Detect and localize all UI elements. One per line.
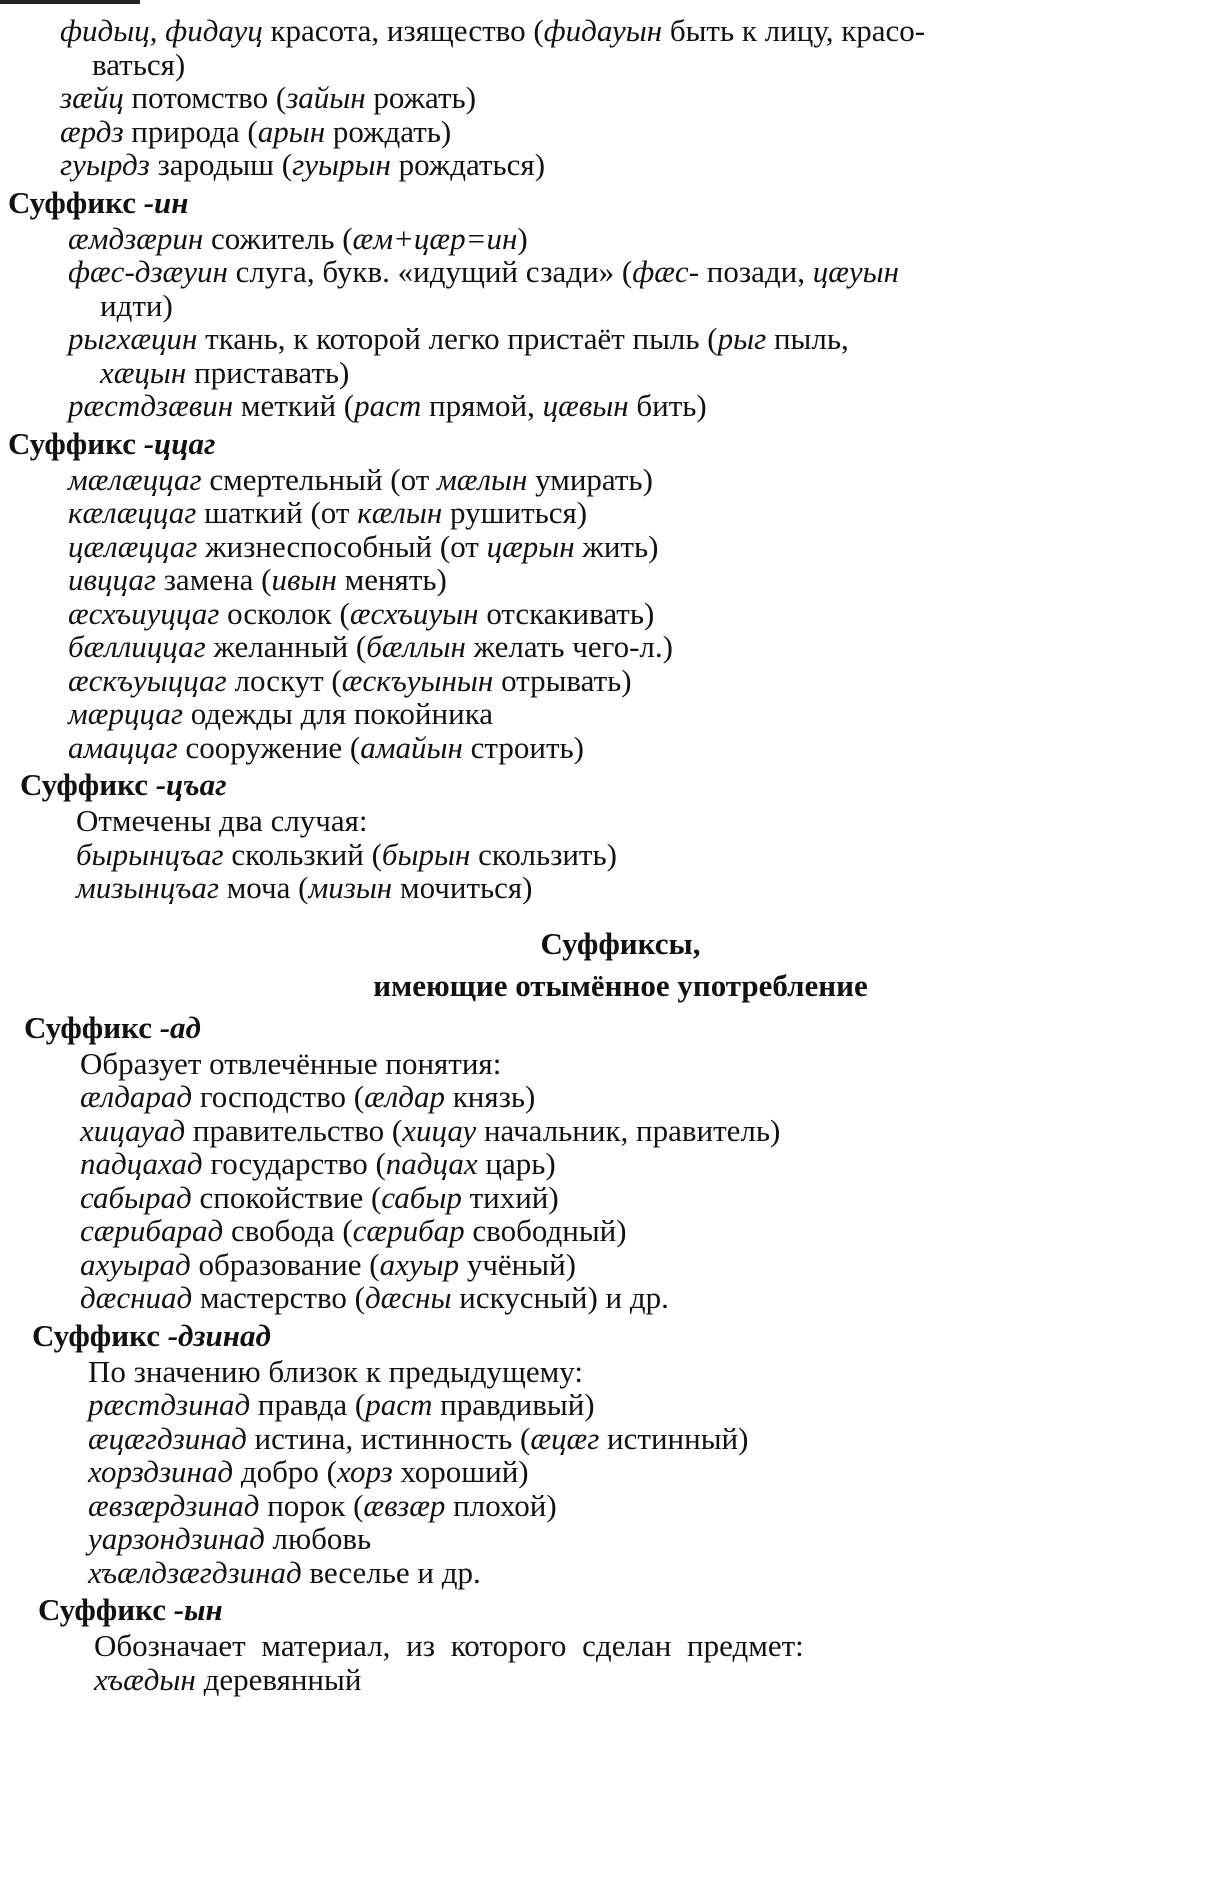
text-span: жизнеспособный (от: [197, 528, 487, 564]
entry: [68, 389, 1193, 423]
headword: цæуын: [812, 254, 900, 289]
text-span: моча (: [218, 870, 309, 905]
headword: цæрын: [486, 528, 575, 564]
text-span: пыль,: [766, 321, 849, 356]
text-span: природа (: [123, 113, 258, 149]
text-span: князь): [444, 1079, 536, 1114]
text-span: Суффикс: [8, 425, 144, 461]
text-span: истина, истинность (: [246, 1420, 531, 1456]
text-span: менять): [336, 562, 447, 597]
entry: [60, 14, 1193, 81]
entry: [80, 1080, 1193, 1114]
entry: [68, 731, 1193, 765]
text-span: смертельный (от: [201, 461, 438, 497]
text-span: образование (: [190, 1246, 380, 1282]
headword: фæс-дзæуин: [68, 254, 228, 289]
headword: æлдар: [364, 1079, 445, 1114]
entry: [88, 1489, 1193, 1523]
headword: æвзæр: [363, 1487, 446, 1523]
text-span: ваться): [92, 46, 186, 82]
entry: [80, 1181, 1193, 1215]
text-span: умирать): [527, 461, 653, 497]
text-span: жить): [574, 528, 659, 564]
entry: [68, 255, 1193, 322]
headword: æсхъиуын: [349, 595, 479, 631]
headword: хорз: [336, 1454, 393, 1489]
entry: [80, 1281, 1193, 1315]
headword: æцæг: [530, 1420, 600, 1456]
headword: æсхъиуццаг: [68, 595, 220, 631]
text-span: позади,: [699, 254, 813, 289]
headword: рæстдзинад: [88, 1387, 251, 1422]
text-span: скользкий (: [223, 836, 382, 872]
text-span: Суффикс: [8, 184, 144, 220]
headword: фидауын: [543, 13, 663, 48]
entry: [80, 1147, 1193, 1181]
headword: арын: [257, 113, 326, 149]
text-span: потомство (: [123, 80, 287, 115]
section-entries: [76, 804, 1193, 905]
headword: хæцын: [100, 354, 187, 390]
entry: [68, 322, 1193, 389]
headword: цæвын: [542, 388, 629, 423]
top-entries: [60, 14, 1193, 182]
headword: фидыц, фидауц: [60, 13, 263, 48]
text-span: скользить): [470, 836, 617, 872]
text-span: осколок (: [219, 595, 350, 631]
text-span: правда (: [250, 1387, 366, 1422]
headword: кæлæццаг: [68, 495, 197, 530]
text-span: свободный): [464, 1213, 627, 1248]
text-span: быть к лицу, красо-: [662, 13, 926, 48]
headword: дæсниад: [80, 1280, 193, 1315]
headword: бырынцъаг: [76, 836, 224, 872]
headword: раст: [365, 1387, 433, 1422]
headword: мæлын: [437, 461, 528, 497]
text-span: господство (: [192, 1079, 365, 1114]
text-span: одежды для покойника: [182, 696, 494, 731]
headword: сабырад: [80, 1179, 192, 1215]
headword: зæйц: [60, 80, 124, 115]
section-entries: [68, 222, 1193, 423]
entry: [68, 222, 1193, 256]
headword: раст: [354, 388, 422, 423]
text-span: меткий (: [233, 388, 355, 423]
text-span: -цъаг: [155, 767, 227, 802]
text-span: рождать): [325, 113, 452, 149]
centered-heading-line1: Суффиксы,: [540, 925, 701, 961]
text-span: царь): [477, 1146, 556, 1181]
text-span: желанный (: [205, 629, 367, 664]
text-span: красота, изящество (: [262, 13, 544, 48]
text-span: плохой): [445, 1487, 557, 1523]
entry: [60, 115, 1193, 149]
section-intro: Отмечены два случая:: [76, 803, 368, 838]
section-heading: [32, 1317, 1193, 1355]
text-span: прямой,: [421, 388, 543, 423]
headword: бæллиццаг: [68, 629, 206, 664]
headword: цæлæццаг: [68, 528, 198, 564]
headword: ахуыр: [379, 1246, 460, 1282]
text-span: тихий): [461, 1179, 559, 1215]
headword: зайын: [286, 80, 366, 115]
section-heading: [8, 425, 1193, 463]
section-entries: [68, 463, 1193, 765]
headword: æскъуынын: [341, 662, 494, 698]
headword: гуырын: [292, 147, 391, 182]
entry: [88, 1388, 1193, 1422]
text-span: мочиться): [392, 870, 533, 905]
headword: æвзæрдзинад: [88, 1487, 260, 1523]
text-span: Суффикс: [24, 1009, 160, 1045]
entry: [68, 664, 1193, 698]
text-span: любовь: [264, 1521, 372, 1556]
headword: падцахад: [80, 1146, 203, 1181]
text-span: приставать): [186, 354, 350, 390]
entry: [80, 1214, 1193, 1248]
headword: хицау: [402, 1112, 477, 1148]
section-intro: Обозначает материал, из которого сделан предмет:: [94, 1628, 804, 1663]
entry: [80, 1114, 1193, 1148]
text-span: истинный): [599, 1420, 749, 1456]
entry: [60, 81, 1193, 115]
text-span: веселье и др.: [301, 1554, 481, 1590]
centered-heading-line2: имеющие отымённое употребление: [373, 967, 868, 1003]
text-span: рождаться): [390, 147, 546, 182]
entry: [68, 697, 1193, 731]
entry: [88, 1522, 1193, 1556]
section-intro: По значению близок к предыдущему:: [88, 1353, 583, 1389]
entry: [88, 1556, 1193, 1590]
text-span: мастерство (: [192, 1280, 365, 1315]
text-span: порок (: [259, 1487, 364, 1523]
text-span: -ццаг: [143, 425, 216, 461]
headword: бырын: [381, 836, 471, 872]
text-span: идти): [100, 287, 173, 323]
entry: [76, 838, 1193, 872]
text-span: строить): [462, 729, 584, 765]
text-span: -ад: [159, 1009, 201, 1045]
text-span: правительство (: [185, 1112, 403, 1148]
text-span: начальник, правитель): [476, 1112, 781, 1148]
entry: [68, 496, 1193, 530]
headword: мизынцъаг: [76, 870, 219, 905]
entry: [80, 1248, 1193, 1282]
text-span: свобода (: [223, 1213, 353, 1248]
entry: [94, 1663, 1193, 1697]
headword: падцах: [385, 1146, 478, 1181]
section-heading: [20, 766, 1193, 804]
text-span: Суффикс: [32, 1317, 168, 1353]
text-span: бить): [628, 388, 707, 423]
headword: мизын: [308, 870, 393, 905]
headword: фæс-: [632, 254, 700, 289]
section-intro: Образует отвлечённые понятия:: [80, 1045, 502, 1081]
headword: уарзондзинад: [88, 1521, 265, 1556]
text-span: слуга, букв. «идущий сзади» (: [227, 254, 633, 289]
headword: сæрибар: [352, 1213, 465, 1248]
text-span: шаткий (от: [196, 495, 358, 530]
headword: гуырдз: [60, 147, 150, 182]
text-span: -дзинад: [167, 1317, 271, 1353]
text-span: правдивый): [432, 1387, 595, 1422]
headword: амаццаг: [68, 729, 178, 765]
headword: ивццаг: [68, 562, 156, 597]
headword: сæрибарад: [80, 1213, 224, 1248]
entry: [68, 530, 1193, 564]
headword: сабыр: [381, 1179, 462, 1215]
entry: [68, 563, 1193, 597]
text-span: -ын: [173, 1592, 223, 1627]
headword: æскъуыццаг: [68, 662, 227, 698]
headword: æлдарад: [80, 1079, 193, 1114]
entry: [88, 1422, 1193, 1456]
text-span: Суффикс: [20, 767, 156, 802]
headword: хъæлдзæгдзинад: [88, 1554, 302, 1590]
text-span: лоскут (: [226, 662, 342, 698]
headword: дæсны: [364, 1280, 452, 1315]
headword: мæлæццаг: [68, 461, 202, 497]
entry: [68, 463, 1193, 497]
text-span: отрывать): [493, 662, 632, 698]
section-entries: [80, 1047, 1193, 1315]
text-span: рожать): [365, 80, 477, 115]
headword: æмдзæрин: [68, 220, 204, 256]
headword: хорздзинад: [88, 1454, 234, 1489]
text-span: -ин: [143, 184, 189, 220]
text-span: деревянный: [195, 1661, 362, 1697]
text-span: сожитель (: [203, 220, 353, 256]
headword: ахуырад: [80, 1246, 191, 1282]
headword: хъæдын: [94, 1661, 196, 1697]
text-span: зародыш (: [149, 147, 293, 182]
headword: æцæгдзинад: [88, 1420, 247, 1456]
text-span: ткань, к которой легко пристаёт пыль (: [197, 321, 718, 356]
text-span: Суффикс: [38, 1592, 174, 1627]
section-heading: [24, 1009, 1193, 1047]
section-heading: [38, 1591, 1193, 1629]
headword: рæстдзæвин: [68, 388, 234, 423]
entry: [60, 148, 1193, 182]
headword: рыг: [717, 321, 767, 356]
headword: хицауад: [80, 1112, 186, 1148]
text-span: учёный): [459, 1246, 577, 1282]
headword: бæллын: [366, 629, 466, 664]
text-span: сооружение (: [177, 729, 361, 765]
text-span: отскакивать): [478, 595, 655, 631]
text-span: замена (: [155, 562, 272, 597]
text-span: хороший): [392, 1454, 529, 1489]
headword: æм+цæр=ин: [352, 220, 518, 256]
section-heading: [8, 184, 1193, 222]
entry: [88, 1455, 1193, 1489]
headword: мæрццаг: [68, 696, 183, 731]
text-span: искусный) и др.: [451, 1280, 669, 1315]
headword: æрдз: [60, 113, 124, 149]
text-span: спокойствие (: [191, 1179, 382, 1215]
section-entries: [88, 1355, 1193, 1590]
text-span: государство (: [202, 1146, 386, 1181]
text-span: ): [517, 220, 528, 256]
headword: амайын: [360, 729, 463, 765]
headword: ивын: [271, 562, 337, 597]
section-entries: [94, 1629, 1193, 1696]
headword: кæлын: [357, 495, 443, 530]
text-span: добро (: [233, 1454, 337, 1489]
text-span: желать чего-л.): [465, 629, 673, 664]
headword: рыгхæцин: [68, 321, 198, 356]
top-rule: [0, 0, 140, 4]
entry: [68, 597, 1193, 631]
text-span: рушиться): [442, 495, 588, 530]
entry: [76, 871, 1193, 905]
entry: [68, 630, 1193, 664]
